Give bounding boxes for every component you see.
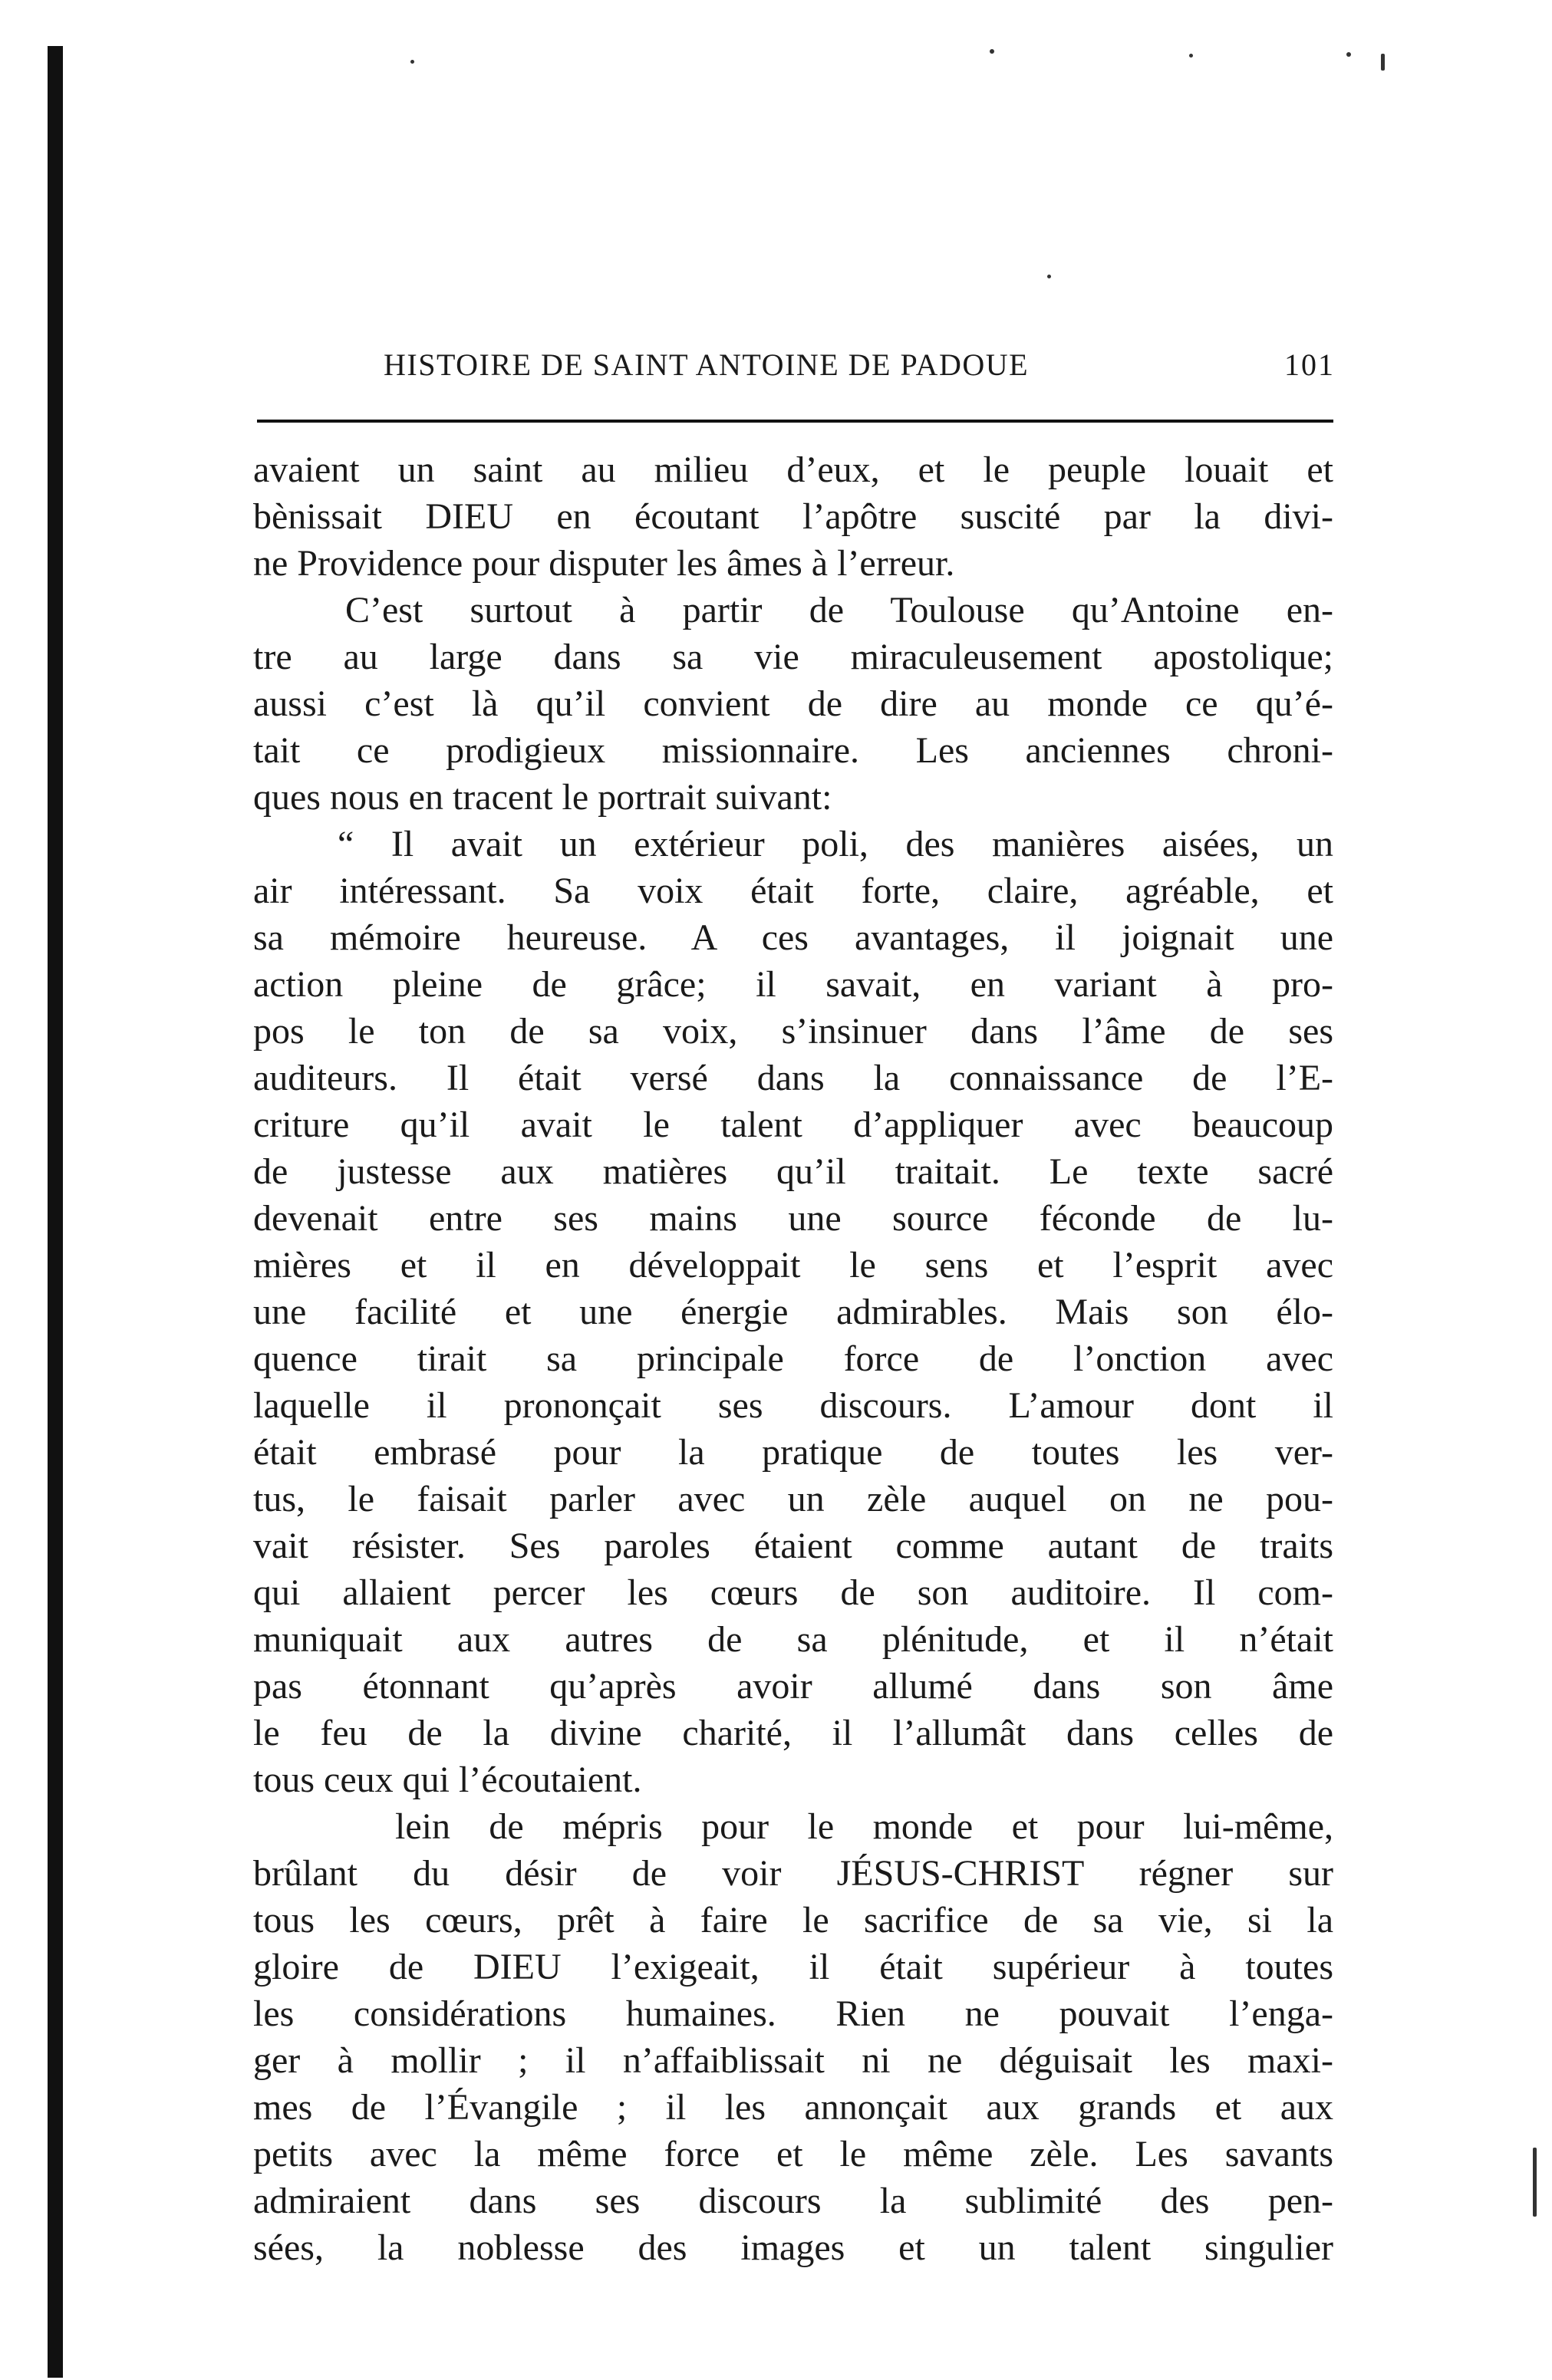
text-line: mes de l’Évangile ; il les annonçait aux grands et aux [253,2087,1333,2128]
body-text [253,446,1333,2271]
text-line: une facilité et une énergie admirables. Mais son élo- [253,1292,1333,1332]
text-line: devenait entre ses mains une source féconde de lu- [253,1198,1333,1239]
text-line: auditeurs. Il était versé dans la connaissance de l’E- [253,1058,1333,1098]
header-rule [257,420,1243,423]
text-line: aussi c’est là qu’il convient de dire au monde ce qu’é- [253,683,1333,724]
text-line: gloire de DIEU l’exigeait, il était supérieur à toutes [253,1947,1333,1987]
scan-speck [1047,275,1051,278]
scan-speck [1381,54,1385,71]
text-line: muniquait aux autres de sa plénitude, et il n’était [253,1619,1333,1660]
text-line: tre au large dans sa vie miraculeusement apostolique; [253,637,1333,677]
text-line: lein de mépris pour le monde et pour lui-même, [395,1806,1333,1847]
text-line: tous les cœurs, prêt à faire le sacrifice de sa vie, si la [253,1900,1333,1941]
text-line: tait ce prodigieux missionnaire. Les anciennes chroni- [253,730,1333,771]
text-line: ques nous en tracent le portrait suivant: [253,777,832,818]
text-line: laquelle il prononçait ses discours. L’amour dont il [253,1385,1333,1426]
text-line: qui allaient percer les cœurs de son auditoire. Il com- [253,1572,1333,1613]
scan-speck [1346,52,1351,57]
text-line: tous ceux qui l’écoutaient. [253,1759,642,1800]
text-line: de justesse aux matières qu’il traitait. Le texte sacré [253,1151,1333,1192]
text-line: le feu de la divine charité, il l’allumât dans celles de [253,1713,1333,1753]
text-line: bènissait DIEU en écoutant l’apôtre suscité par la divi- [253,496,1333,537]
text-line: pas étonnant qu’après avoir allumé dans son âme [253,1666,1333,1707]
text-line: petits avec la même force et le même zèle. Les savants [253,2134,1333,2174]
scan-speck [1533,2148,1537,2217]
text-line: les considérations humaines. Rien ne pouvait l’enga- [253,1993,1333,2034]
page-number: 101 [1284,347,1335,382]
text-line: était embrasé pour la pratique de toutes les ver- [253,1432,1333,1473]
text-line: C’est surtout à partir de Toulouse qu’Antoine en- [345,590,1333,630]
running-title: HISTOIRE DE SAINT ANTOINE DE PADOUE [384,347,1030,382]
page-binding-edge [48,46,63,2378]
text-line: brûlant du désir de voir JÉSUS-CHRIST régner sur [253,1853,1333,1894]
page-header [384,347,1335,400]
text-line: criture qu’il avait le talent d’appliquer avec beaucoup [253,1104,1333,1145]
text-line: sa mémoire heureuse. A ces avantages, il joignait une [253,917,1333,958]
scan-speck [1189,54,1193,58]
text-line: avaient un saint au milieu d’eux, et le peuple louait et [253,449,1333,490]
header-rule-right [1234,420,1333,423]
text-line: sées, la noblesse des images et un talent singulier [253,2227,1333,2268]
text-line: action pleine de grâce; il savait, en variant à pro- [253,964,1333,1005]
text-line: air intéressant. Sa voix était forte, claire, agréable, et [253,871,1333,911]
text-line: admiraient dans ses discours la sublimité des pen- [253,2181,1333,2221]
text-line: “ Il avait un extérieur poli, des manières aisées, un [338,824,1333,864]
scan-speck [990,49,994,54]
text-line: pos le ton de sa voix, s’insinuer dans l’âme de ses [253,1011,1333,1052]
text-line: mières et il en développait le sens et l’esprit avec [253,1245,1333,1285]
text-line: ne Providence pour disputer les âmes à l’erreur. [253,543,955,584]
text-line: ger à mollir ; il n’affaiblissait ni ne déguisait les maxi- [253,2040,1333,2081]
text-line: tus, le faisait parler avec un zèle auquel on ne pou- [253,1479,1333,1519]
text-line: quence tirait sa principale force de l’onction avec [253,1338,1333,1379]
scan-speck [410,60,414,64]
text-line: vait résister. Ses paroles étaient comme autant de traits [253,1526,1333,1566]
